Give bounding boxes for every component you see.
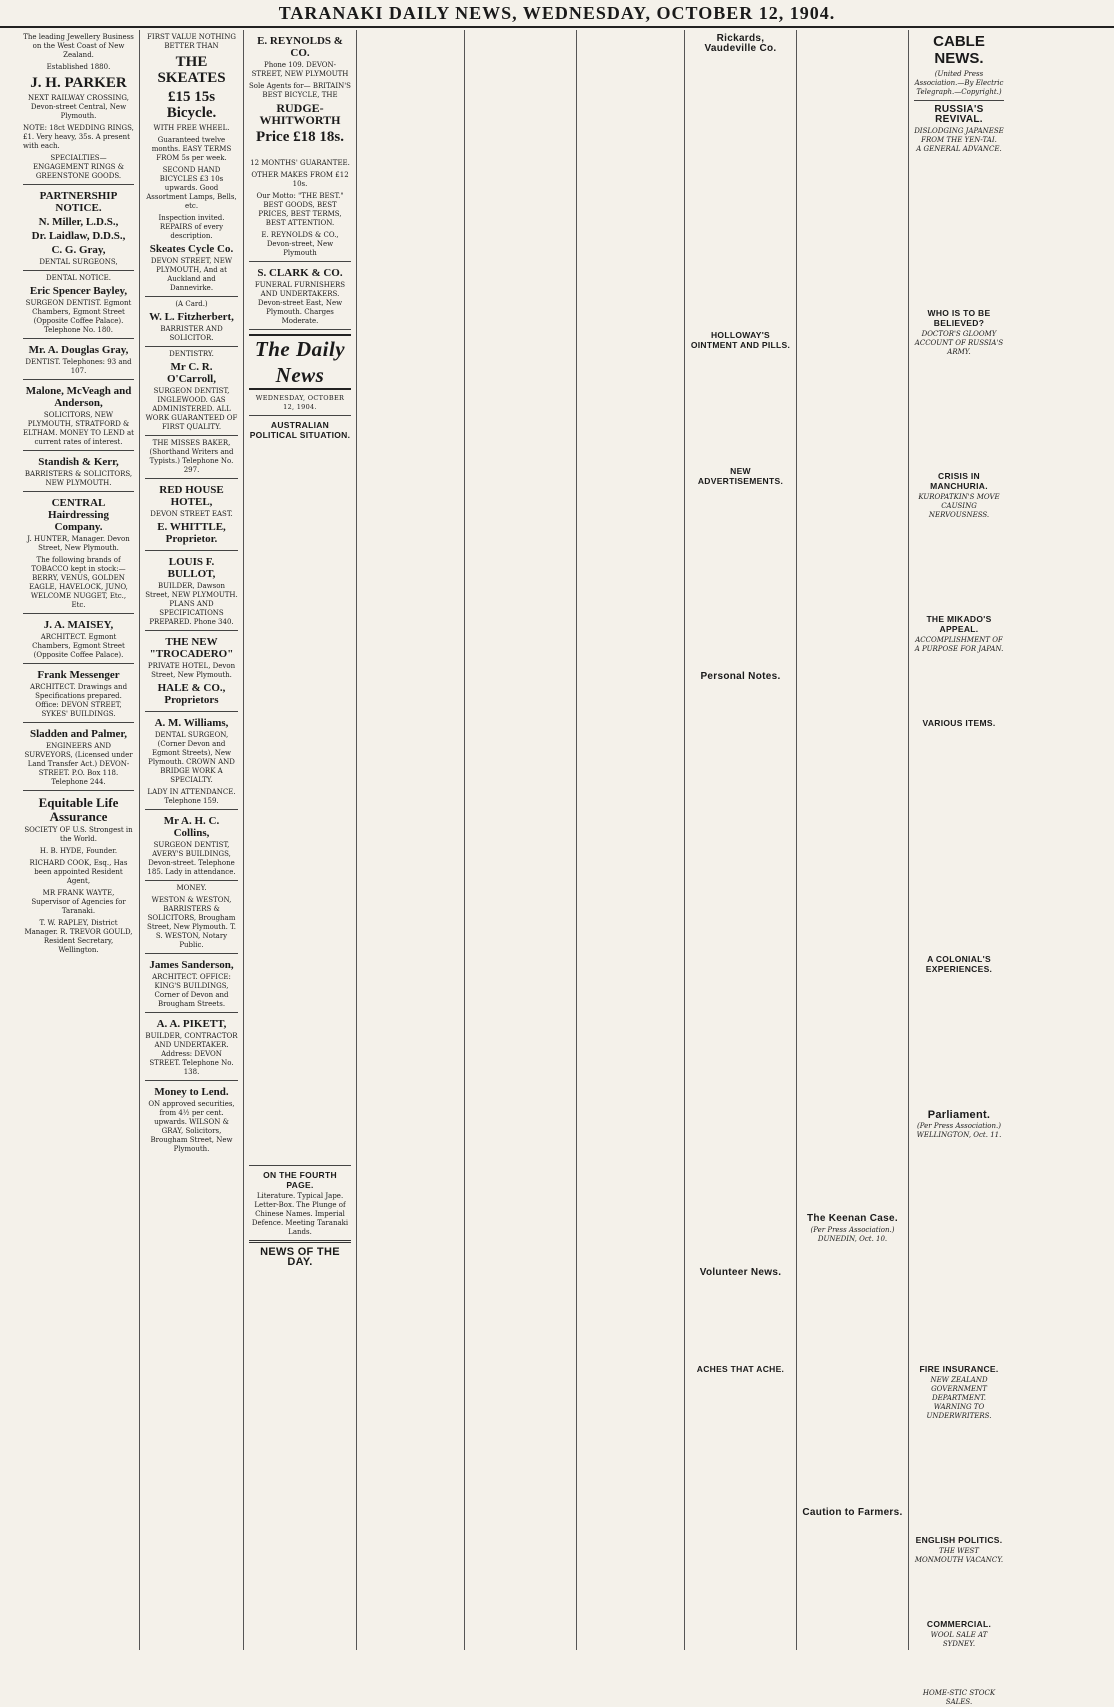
reynolds-agents: Sole Agents for— BRITAIN'S BEST BICYCLE, THE: [249, 82, 351, 99]
wool-body: [914, 1649, 1004, 1689]
equitable-waite: MR FRANK WAYTE, Supervisor of Agencies for Taranaki.: [31, 889, 126, 915]
rudge-name: RUDGE-WHITWORTH: [259, 101, 341, 127]
central-address: J. HUNTER, Manager. Devon Street, New Plymouth.: [27, 535, 130, 552]
skeates-address: DEVON STREET, NEW PLYMOUTH, And at Auckland and Dannevirke.: [150, 257, 233, 292]
personal-body: [690, 684, 791, 1264]
rudge-price: Price £18 18s.: [256, 129, 344, 145]
ocarroll-dentistry: DENTISTRY.: [169, 350, 214, 358]
parliament-sub: (Per Press Association.) WELLINGTON, Oct. 11.: [916, 1122, 1002, 1139]
malone-ad: [23, 380, 134, 451]
wool-head: WOOL SALE AT SYDNEY.: [930, 1631, 988, 1648]
weston-sub: WESTON & WESTON, BARRISTERS & SOLICITORS, Brougham Street, New Plymouth. T. S. WESTON, Notary Public.: [147, 896, 236, 949]
ocarroll-name: Mr C. R. O'Carroll,: [167, 361, 216, 385]
gray-name: C. G. Gray,: [51, 244, 106, 256]
parliament-body: [914, 1140, 1004, 1360]
new-adv-body: [690, 488, 791, 668]
standish-name: Standish & Kerr,: [38, 456, 119, 468]
english-head: ENGLISH POLITICS.: [915, 1535, 1003, 1545]
bayley-address: SURGEON DENTIST. Egmont Chambers, Egmont Street (Opposite Coffee Palace). Telephone No. 180.: [25, 299, 132, 334]
doctor-body: [914, 357, 1004, 467]
sladden-name: Sladden and Palmer,: [29, 728, 128, 740]
standish-ad: [23, 451, 134, 492]
kuropatkin-head: KUROPATKIN'S MOVE CAUSING NERVOUSNESS.: [918, 493, 1000, 519]
dislodging-head: DISLODGING JAPANESE FROM THE YEN-TAI.: [914, 127, 1004, 144]
columns: [18, 30, 1100, 1706]
daily-news-logo: The Daily News: [249, 334, 351, 390]
column-1: [18, 30, 140, 1650]
parker-name: J. H. PARKER: [30, 75, 127, 91]
editorial-head: AUSTRALIAN POLITICAL SITUATION.: [249, 420, 351, 440]
skeates-free-wheel: WITH FREE WHEEL.: [153, 124, 230, 132]
accomplishment-head: ACCOMPLISHMENT OF A PURPOSE FOR JAPAN.: [914, 636, 1004, 653]
central-name: CENTRAL Hairdressing Company.: [48, 497, 109, 533]
parker-intro: The leading Jewellery Business on the West Coast of New Zealand.: [23, 33, 134, 59]
williams-sub: DENTAL SURGEON, (Corner Devon and Egmont Streets), New Plymouth. CROWN AND BRIDGE WORK A SPECIALTY.: [148, 731, 235, 784]
cable-news-sub: (United Press Association.—By Electric Telegraph.—Copyright.): [914, 70, 1004, 96]
parker-specialties: SPECIALTIES—ENGAGEMENT RINGS & GREENSTONE GOODS.: [33, 154, 124, 180]
cable-news-head: CABLE NEWS.: [933, 33, 985, 67]
reynolds-sub: Phone 109. DEVON-STREET, NEW PLYMOUTH: [251, 61, 349, 78]
red-house-ad: [145, 479, 238, 551]
equitable-cook: RICHARD COOK, Esq., Has been appointed Resident Agent,: [29, 859, 128, 885]
rudge-other: OTHER MAKES FROM £12 10s.: [251, 171, 349, 188]
column-6: [577, 30, 685, 1650]
maisey-ad: [23, 614, 134, 664]
collins-sub: SURGEON DENTIST, AVERY'S BUILDINGS, Devon-street. Telephone 185. Lady in attendance.: [147, 841, 236, 876]
fitzherbert-ad: [145, 297, 238, 347]
red-house-name: RED HOUSE HOTEL,: [159, 484, 224, 508]
skeates-inspection: Inspection invited. REPAIRS of every description.: [158, 214, 225, 240]
mikado-body: [914, 654, 1004, 714]
homestic-head: HOME-STIC STOCK SALES.: [922, 1689, 996, 1706]
english-body: [914, 1565, 1004, 1615]
trocadero-sub: PRIVATE HOTEL, Devon Street, New Plymouth.: [147, 662, 236, 679]
parker-established: Established 1880.: [46, 63, 111, 71]
money-lend-title: Money to Lend.: [154, 1086, 229, 1098]
money-lend-ad: [145, 1081, 238, 1157]
bullot-sub: BUILDER, Dawson Street, NEW PLYMOUTH. PLANS AND SPECIFICATIONS PREPARED. Phone 340.: [145, 582, 238, 626]
skeates-second: SECOND HAND BICYCLES £3 10s upwards. Good Assortment Lamps, Bells, etc.: [146, 166, 237, 210]
collins-ad: [145, 810, 238, 881]
reynolds-name: E. REYNOLDS & CO.: [257, 35, 343, 59]
bullot-name: LOUIS F. BULLOT,: [167, 556, 216, 580]
trocadero-name: THE NEW "TROCADERO": [149, 636, 234, 660]
keenan-sub: (Per Press Association.) DUNEDIN, Oct. 10.: [810, 1226, 895, 1243]
russia-body: [914, 154, 1004, 304]
doctor-head: DOCTOR'S GLOOMY ACCOUNT OF RUSSIA'S ARMY.: [914, 330, 1004, 356]
laidlaw-name: Dr. Laidlaw, D.D.S.,: [31, 230, 126, 242]
clark-sub: FUNERAL FURNISHERS AND UNDERTAKERS. Devon-street East, New Plymouth. Charges Moderate.: [254, 281, 346, 325]
caution-body: [802, 1520, 903, 1640]
whittle-name: E. WHITTLE, Proprietor.: [157, 521, 226, 545]
general-advance-head: A GENERAL ADVANCE.: [916, 145, 1002, 153]
miller-name: N. Miller, L.D.S.,: [38, 216, 119, 228]
parliament-head: Parliament.: [927, 1109, 991, 1121]
central-ad: [23, 492, 134, 614]
dental-surgeons: DENTAL SURGEONS,: [39, 258, 118, 266]
messenger-ad: [23, 664, 134, 723]
douglas-name: Mr. A. Douglas Gray,: [28, 344, 129, 356]
caution-head: Caution to Farmers.: [802, 1507, 903, 1518]
reynolds-footer: E. REYNOLDS & CO., Devon-street, New Plymouth: [261, 231, 339, 257]
editorial-body: [249, 442, 351, 1162]
column-3: [244, 30, 357, 1650]
misses-ad: [145, 436, 238, 479]
keenan-body: [802, 1244, 903, 1504]
maisey-address: ARCHITECT. Egmont Chambers, Egmont Street (Opposite Coffee Palace).: [32, 633, 125, 659]
fire-body: [914, 1421, 1004, 1531]
equitable-rapley: T. W. RAPLEY, District Manager. R. TREVOR GOULD, Resident Secretary, Wellington.: [24, 919, 133, 954]
fire-head: FIRE INSURANCE.: [919, 1364, 999, 1374]
mikado-head: THE MIKADO'S APPEAL.: [926, 614, 992, 634]
trocadero-ad: [145, 631, 238, 712]
pikett-ad: [145, 1013, 238, 1081]
fourth-page-head: ON THE FOURTH PAGE.: [263, 1170, 337, 1190]
column-7: [685, 30, 797, 1650]
rickards-body: [690, 56, 791, 326]
partnership-title: PARTNERSHIP NOTICE.: [39, 190, 118, 214]
holloway-body: [690, 352, 791, 462]
parker-address: NEXT RAILWAY CROSSING, Devon-street Central, New Plymouth.: [28, 94, 129, 120]
masthead: TARANAKI DAILY NEWS, WEDNESDAY, OCTOBER 12, 1904.: [0, 0, 1114, 28]
rickards-head: Rickards, Vaudeville Co.: [704, 33, 777, 54]
clark-ad: [249, 262, 351, 330]
column-8-top: [802, 30, 903, 1210]
pikett-sub: BUILDER, CONTRACTOR AND UNDERTAKER. Address: DEVON STREET. Telephone No. 138.: [145, 1032, 238, 1076]
sanderson-name: James Sanderson,: [149, 959, 234, 971]
equitable-hyde: H. B. HYDE, Founder.: [39, 847, 118, 855]
bayley-ad: [23, 271, 134, 339]
various-head: VARIOUS ITEMS.: [922, 718, 996, 728]
maisey-name: J. A. MAISEY,: [43, 619, 114, 631]
reynolds-ad: [249, 30, 351, 262]
tobacco-list: The following brands of TOBACCO kept in stock:— BERRY, VENUS, GOLDEN EAGLE, HAVELOCK, JUNO, WELCOME NUGGET, Etc., Etc.: [29, 556, 128, 609]
misses-sub: (Shorthand Writers and Typists.) Telephone No. 297.: [149, 448, 234, 474]
equitable-sub: SOCIETY OF U.S. Strongest in the World.: [24, 826, 133, 843]
parker-note: NOTE: 18ct WEDDING RINGS, £1. Very heavy, 35s. A present with each.: [23, 124, 134, 150]
skeates-first: FIRST VALUE NOTHING BETTER THAN: [147, 33, 236, 50]
sladden-ad: [23, 723, 134, 791]
crisis-head: CRISIS IN MANCHURIA.: [930, 471, 988, 491]
personal-head: Personal Notes.: [700, 671, 781, 682]
douglas-ad: [23, 339, 134, 380]
skeates-cycle-co: Skeates Cycle Co.: [149, 243, 234, 255]
column-8: [797, 30, 909, 1650]
warning-head: WARNING TO UNDERWRITERS.: [926, 1403, 992, 1420]
crisis-body: [914, 520, 1004, 610]
skeates-guarantee: Guaranteed twelve months. EASY TERMS FROM 5s per week.: [151, 136, 232, 162]
skeates-ad: [145, 30, 238, 297]
williams-ad: [145, 712, 238, 810]
column-4: [357, 30, 465, 1650]
douglas-address: DENTIST. Telephones: 93 and 107.: [25, 358, 132, 375]
messenger-address: ARCHITECT. Drawings and Specifications prepared. Office: DEVON STREET, SYKES' BUILDINGS.: [29, 683, 128, 718]
equitable-name: Equitable Life Assurance: [38, 795, 119, 824]
ocarroll-ad: [145, 347, 238, 436]
aches-head: ACHES THAT ACHE.: [696, 1364, 785, 1374]
messenger-name: Frank Messenger: [37, 669, 120, 681]
misses-name: THE MISSES BAKER,: [152, 439, 231, 447]
standish-address: BARRISTERS & SOLICITORS, NEW PLYMOUTH.: [24, 470, 133, 487]
colonial-body: [914, 976, 1004, 1106]
who-head: WHO IS TO BE BELIEVED?: [927, 308, 991, 328]
fitz-sub: BARRISTER AND SOLICITOR.: [160, 325, 223, 342]
sanderson-sub: ARCHITECT. OFFICE: KING'S BUILDINGS, Corner of Devon and Brougham Streets.: [152, 973, 231, 1008]
news-of-day-head: NEWS OF THE DAY.: [260, 1246, 340, 1268]
editorial-date: WEDNESDAY, OCTOBER 12, 1904.: [255, 394, 345, 411]
column-2: [140, 30, 244, 1650]
ocarroll-sub: SURGEON DENTIST, INGLEWOOD. GAS ADMINISTERED. ALL WORK GUARANTEED OF FIRST QUALITY.: [145, 387, 238, 431]
volunteer-body: [690, 1280, 791, 1360]
bullot-ad: [145, 551, 238, 631]
equitable-ad: [23, 791, 134, 958]
malone-address: SOLICITORS, NEW PLYMOUTH, STRATFORD & ELTHAM. MONEY TO LEND at current rates of interest.: [23, 411, 134, 446]
commercial-head: COMMERCIAL.: [926, 1619, 992, 1629]
red-house-sub: DEVON STREET EAST.: [150, 510, 233, 518]
sanderson-ad: [145, 954, 238, 1013]
new-adv-head: NEW ADVERTISEMENTS.: [697, 466, 784, 486]
rudge-motto: Our Motto: "THE BEST." BEST GOODS, BEST PRICES, BEST TERMS, BEST ATTENTION.: [256, 192, 344, 227]
bayley-name: Eric Spencer Bayley,: [29, 285, 128, 297]
williams-name: A. M. Williams,: [154, 717, 229, 729]
malone-name: Malone, McVeagh and Anderson,: [25, 385, 132, 409]
column-5: [465, 30, 577, 1650]
money-title: MONEY.: [176, 884, 207, 892]
russia-head: RUSSIA'S REVIVAL.: [934, 104, 984, 125]
column-9: [909, 30, 1009, 1706]
colonial-head: A COLONIAL'S EXPERIENCES.: [925, 954, 993, 974]
volunteer-head: Volunteer News.: [699, 1267, 782, 1278]
various-body: [914, 730, 1004, 950]
fitz-card: (A Card.): [175, 300, 208, 308]
pikett-name: A. A. PIKETT,: [156, 1018, 227, 1030]
aches-body: [690, 1376, 791, 1596]
money-lend-sub: ON approved securities, from 4½ per cent. upwards. WILSON & GRAY, Solicitors, Brougham Street, New Plymouth.: [148, 1100, 235, 1153]
hale-name: HALE & CO., Proprietors: [157, 682, 226, 706]
collins-name: Mr A. H. C. Collins,: [163, 815, 220, 839]
williams-lady: LADY IN ATTENDANCE. Telephone 159.: [147, 788, 236, 805]
holloway-head: HOLLOWAY'S OINTMENT AND PILLS.: [690, 330, 791, 350]
sladden-address: ENGINEERS AND SURVEYORS, (Licensed under Land Transfer Act.) DEVON-STREET. P.O. Box 118. Telephone 244.: [24, 742, 133, 786]
dental-notice: DENTAL NOTICE.: [45, 274, 112, 282]
fire-sub: NEW ZEALAND GOVERNMENT DEPARTMENT.: [930, 1376, 988, 1402]
rudge-guarantee: 12 MONTHS' GUARANTEE.: [250, 159, 350, 167]
weston-ad: [145, 881, 238, 954]
west-monmouth-head: THE WEST MONMOUTH VACANCY.: [914, 1547, 1004, 1564]
skeates-name: THE SKEATES: [157, 54, 226, 86]
partnership-ad: [23, 185, 134, 271]
skeates-bicycle: £15 15s Bicycle.: [166, 89, 217, 121]
fourth-page-items: Literature. Typical Jape. Letter-Box. The Plunge of Chinese Names. Imperial Defence. Meeting Taranaki Lands.: [251, 1192, 349, 1236]
parker-ad: [23, 30, 134, 185]
clark-name: S. CLARK & CO.: [257, 267, 343, 279]
keenan-head: The Keenan Case.: [807, 1213, 898, 1224]
fitz-name: W. L. Fitzherbert,: [149, 311, 234, 323]
